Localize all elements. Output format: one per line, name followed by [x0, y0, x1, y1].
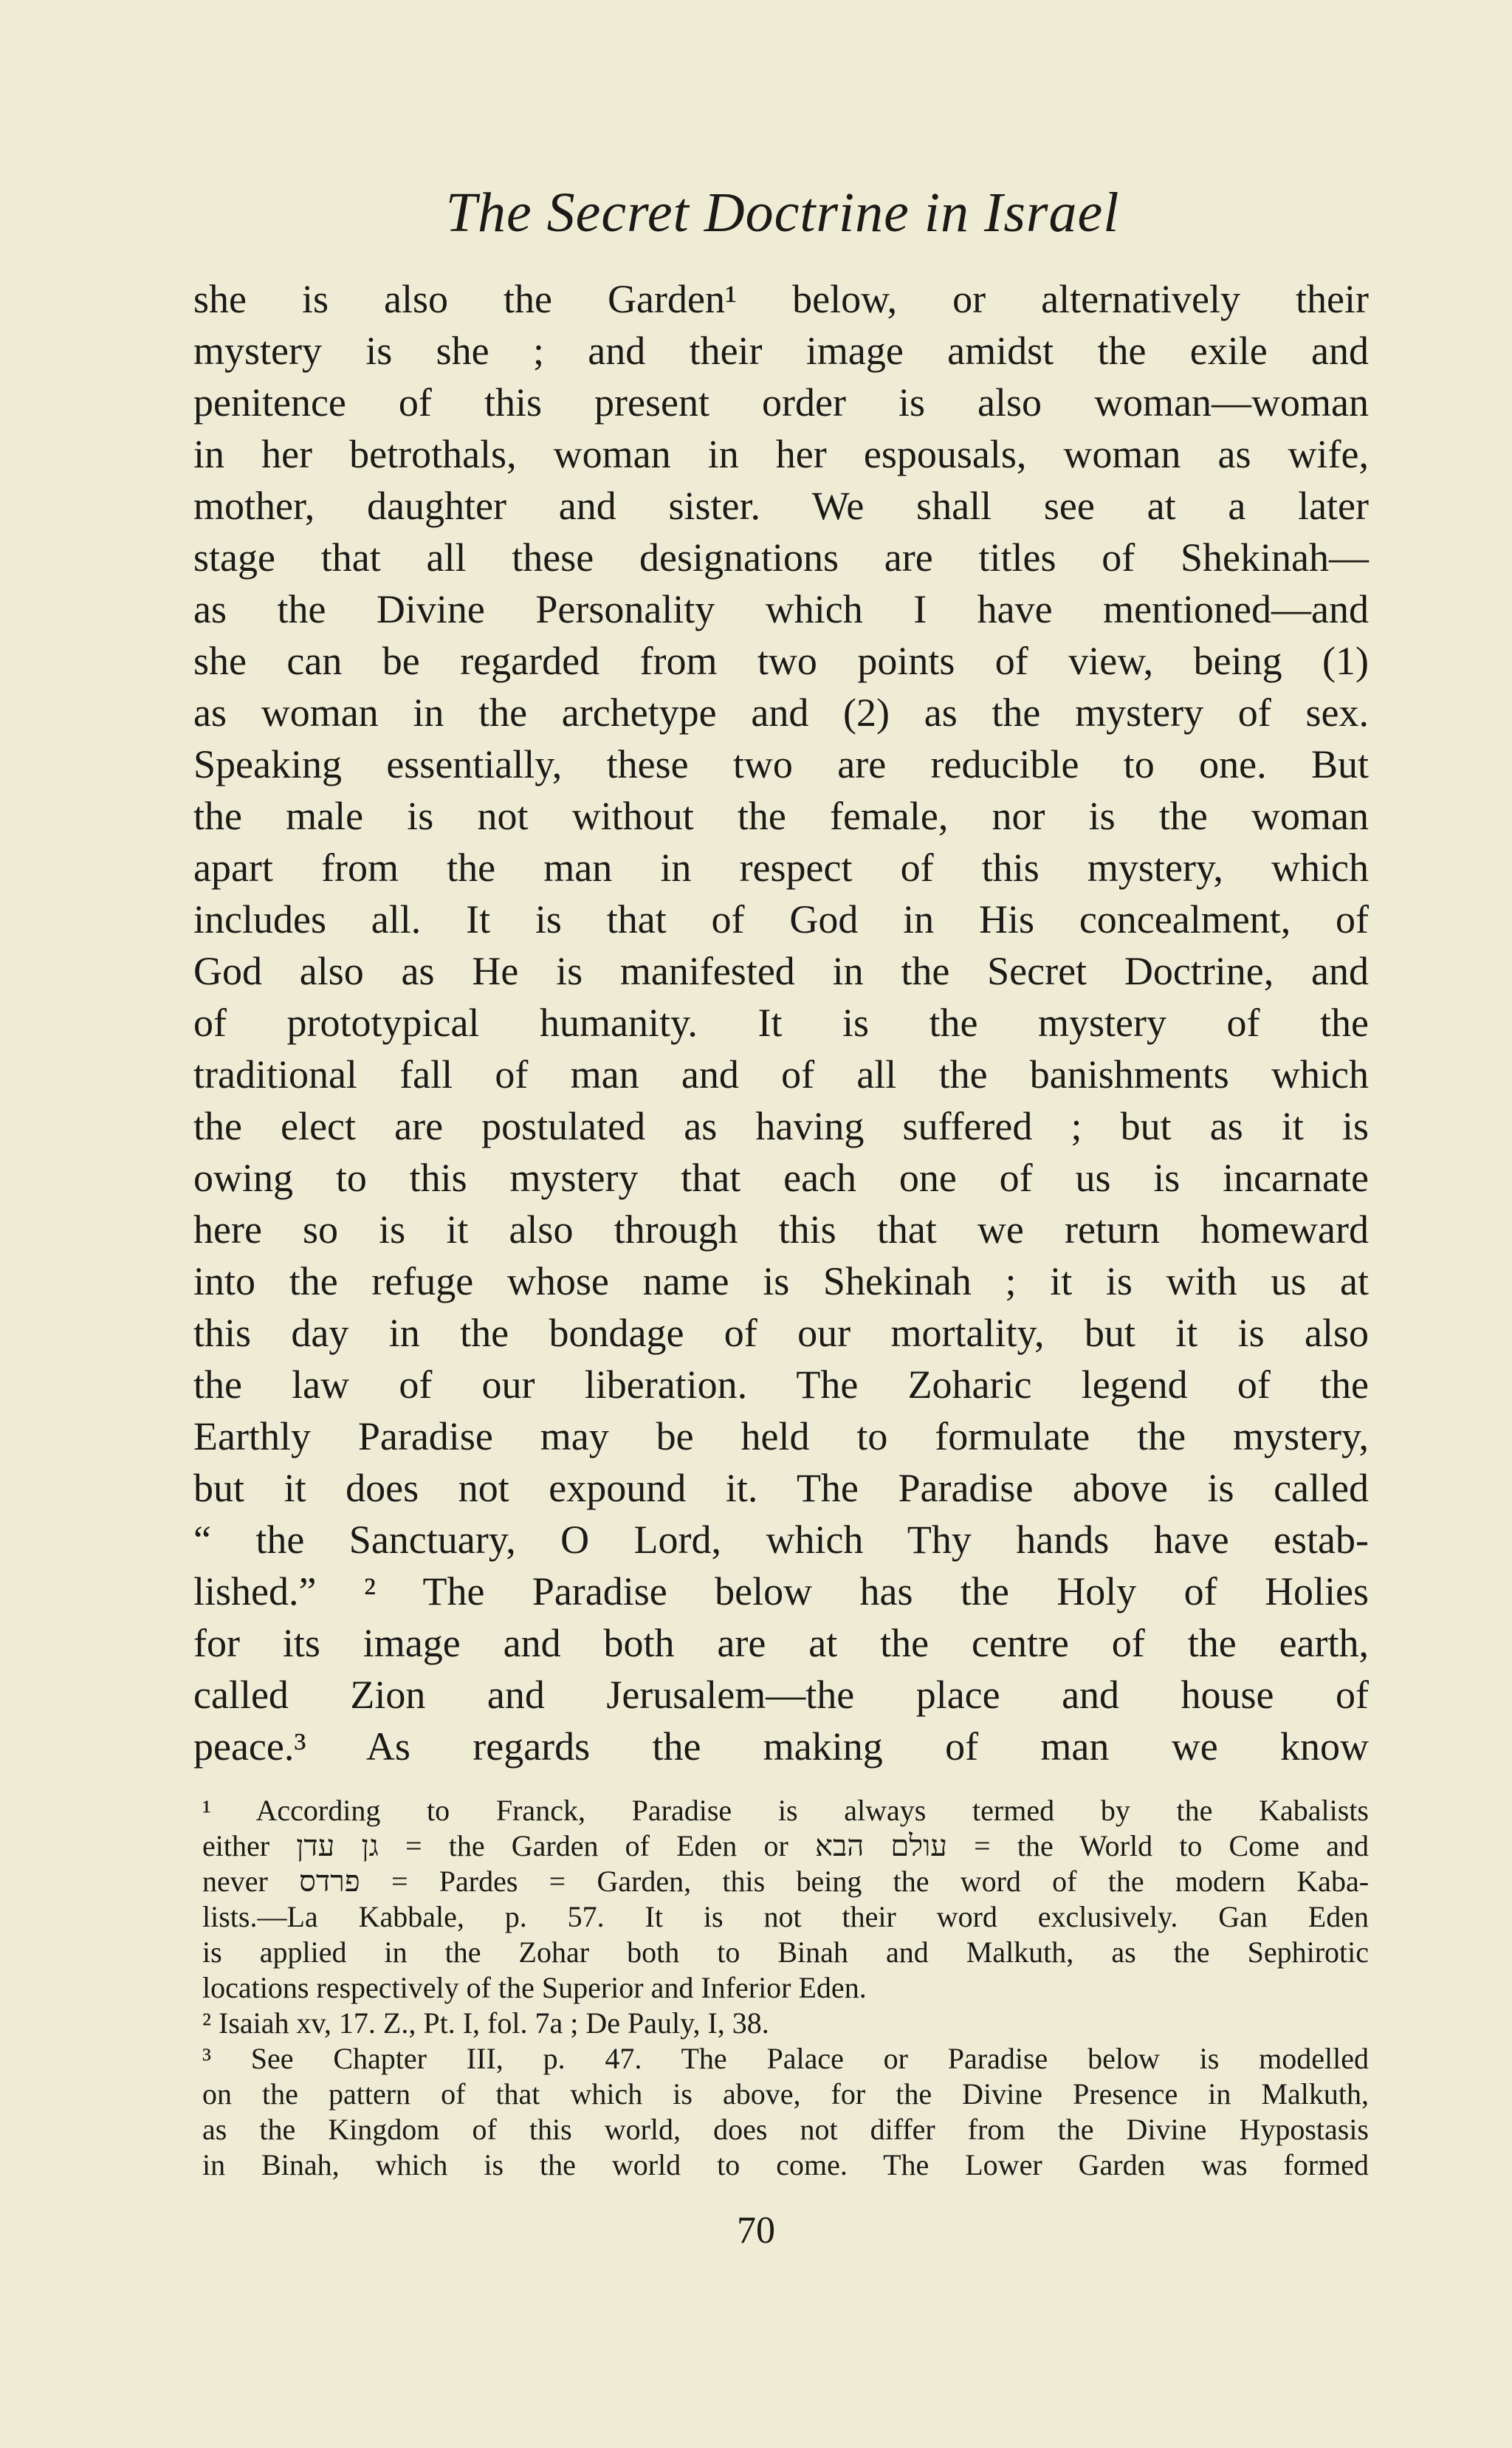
body-line: the male is not without the female, nor is the woman	[193, 794, 1369, 838]
body-line: owing to this mystery that each one of us is incarnate	[193, 1156, 1369, 1200]
body-line: this day in the bondage of our mortality, but it is also	[193, 1311, 1369, 1355]
body-line: the elect are postulated as having suffered ; but as it is	[193, 1104, 1369, 1148]
body-line: Speaking essentially, these two are reducible to one. But	[193, 742, 1369, 786]
body-line: called Zion and Jerusalem—the place and house of	[193, 1673, 1369, 1717]
footnote-line: in Binah, which is the world to come. The Lower Garden was formed	[202, 2148, 1369, 2181]
body-line: peace.³ As regards the making of man we know	[193, 1724, 1369, 1769]
body-line: she is also the Garden¹ below, or alternatively their	[193, 277, 1369, 321]
body-line: in her betrothals, woman in her espousals, woman as wife,	[193, 432, 1369, 476]
body-line: the law of our liberation. The Zoharic legend of the	[193, 1362, 1369, 1407]
body-line: but it does not expound it. The Paradise above is called	[193, 1466, 1369, 1510]
body-line: traditional fall of man and of all the banishments which	[193, 1052, 1369, 1097]
body-line: here so is it also through this that we return homeward	[193, 1207, 1369, 1252]
footnote-line: either גן עדן = the Garden of Eden or עולם הבא = the World to Come and	[202, 1829, 1370, 1862]
body-line: mother, daughter and sister. We shall see at a later	[193, 484, 1369, 528]
running-head: The Secret Doctrine in Israel	[445, 182, 1120, 244]
body-text	[193, 273, 1369, 1772]
footnote-line: locations respectively of the Superior and Inferior Eden.	[202, 1971, 867, 2004]
body-line: of prototypical humanity. It is the mystery of the	[193, 1001, 1369, 1045]
body-line: lished.” ² The Paradise below has the Holy of Holies	[193, 1569, 1369, 1614]
body-line: stage that all these designations are titles of Shekinah—	[193, 535, 1369, 580]
body-line: mystery is she ; and their image amidst the exile and	[193, 329, 1369, 373]
footnote-line: ² Isaiah xv, 17. Z., Pt. I, fol. 7a ; De Pauly, I, 38.	[202, 2006, 769, 2040]
body-line: “ the Sanctuary, O Lord, which Thy hands have estab-	[193, 1518, 1369, 1562]
body-line: for its image and both are at the centre of the earth,	[193, 1621, 1369, 1665]
footnote-line: is applied in the Zohar both to Binah and Malkuth, as the Sephirotic	[202, 1936, 1369, 1969]
footnote-line: never פרדס = Pardes = Garden, this being the word of the modern Kaba-	[202, 1865, 1370, 1898]
body-line: penitence of this present order is also woman—woman	[193, 380, 1369, 425]
body-line: as woman in the archetype and (2) as the mystery of sex.	[193, 690, 1369, 735]
body-line: into the refuge whose name is Shekinah ; it is with us at	[193, 1259, 1369, 1303]
page-number: 70	[737, 2209, 775, 2252]
footnote-line: on the pattern of that which is above, for the Divine Presence in Malkuth,	[202, 2077, 1369, 2111]
body-line: as the Divine Personality which I have mentioned—and	[193, 587, 1369, 631]
body-line: she can be regarded from two points of view, being (1)	[193, 639, 1369, 683]
body-line: includes all. It is that of God in His concealment, of	[193, 897, 1369, 942]
footnotes	[202, 1793, 1369, 2183]
body-line: God also as He is manifested in the Secret Doctrine, and	[193, 949, 1369, 993]
footnote-line: as the Kingdom of this world, does not differ from the Divine Hypostasis	[202, 2113, 1369, 2146]
footnote-line: ³ See Chapter III, p. 47. The Palace or Paradise below is modelled	[202, 2042, 1369, 2075]
body-line: Earthly Paradise may be held to formulate the mystery,	[193, 1414, 1369, 1458]
footnote-line: lists.—La Kabbale, p. 57. It is not their word exclusively. Gan Eden	[202, 1900, 1369, 1933]
footnote-line: ¹ According to Franck, Paradise is always termed by the Kabalists	[202, 1794, 1369, 1827]
body-line: apart from the man in respect of this mystery, which	[193, 846, 1369, 890]
